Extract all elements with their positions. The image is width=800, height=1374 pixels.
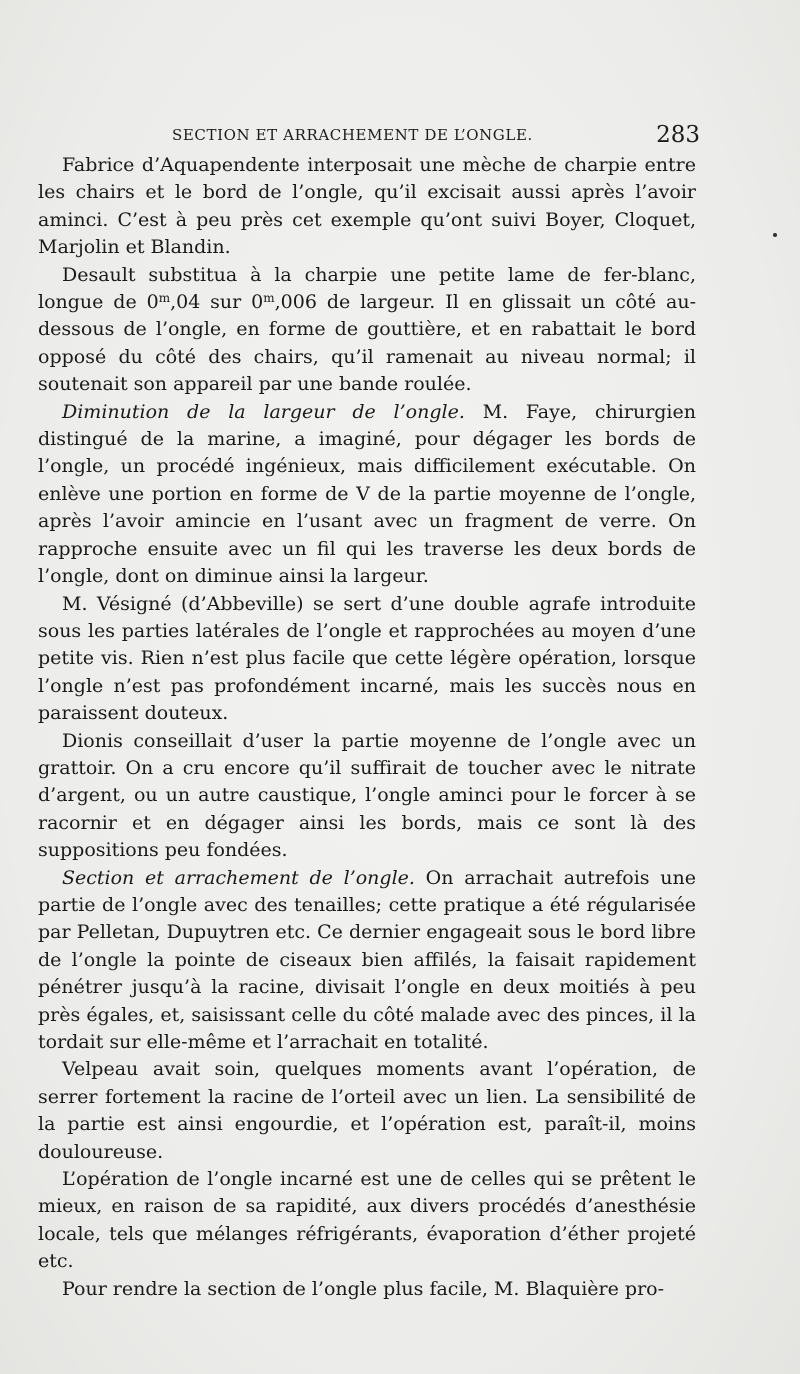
paragraph-8 [38,1166,696,1276]
paragraph-text: Velpeau avait soin, quelques moments avant l’opération, de serrer fortement la racine de l’orteil avec un lien. La sensibilité de la partie est ainsi engourdie, et l’opération est, paraît-il, moins douloureuse. [38,1058,696,1163]
paragraph-text: L’opération de l’ongle incarné est une de celles qui se prêtent le mieux, en raison de sa rapidité, aux divers procédés d’anesthésie locale, tels que mélanges réfrigérants, évaporation d’éther projeté etc. [38,1168,696,1273]
paragraph-9 [38,1276,696,1303]
paragraph-text: Dionis conseillait d’user la partie moyenne de l’ongle avec un grattoir. On a cru encore qu’il suffirait de toucher avec le nitrate d’argent, ou un autre caustique, l’ongle aminci pour le forcer à se racornir et en dégager ainsi les bords, mais ce sont là des suppositions peu fondées. [38,729,696,862]
paragraph-text: M. Vésigné (d’Abbeville) se sert d’une double agrafe introduite sous les parties latérales de l’ongle et rapprochées au moyen d’une petite vis. Rien n’est plus facile que cette légère opération, lorsque l’ongle n’est pas profondément incarné, mais les succès nous en paraissent douteux. [38,592,696,725]
paragraph-text-middle: ,04 sur 0 [170,291,264,314]
ink-speck [773,233,777,237]
paragraph-2 [38,262,696,399]
paragraph-text: Pour rendre la section de l’ongle plus facile, M. Blaquière pro- [62,1277,665,1300]
paragraph-7 [38,1056,696,1166]
paragraph-text-before: Desault substitua à la charpie une petite lame de fer-blanc, longue de 0 [38,263,696,314]
paragraph-text-after: ,006 de largeur. Il en glissait un côté au-dessous de l’ongle, en forme de gouttière, et en rabattait le bord opposé du côté des chairs, qu’il ramenait au niveau normal; il soutenait son appareil par une bande roulée. [38,291,696,396]
paragraph-text: M. Faye, chirurgien distingué de la marine, a imaginé, pour dégager les bords de l’ongle, un procédé ingénieux, mais difficilement exécutable. On enlève une portion en forme de V de la partie moyenne de l’ongle, après l’avoir amincie en l’usant avec un fragment de verre. On rapproche ensuite avec un fil qui les traverse les deux bords de l’ongle, dont on diminue ainsi la largeur. [38,400,696,588]
running-title: SECTION ET ARRACHEMENT DE L’ONGLE. [172,126,533,144]
paragraph-4 [38,591,696,728]
section-heading-arrachement: Section et arrachement de l’ongle. [62,866,415,889]
paragraph-text: On arrachait autrefois une partie de l’ongle avec des tenailles; cette pratique a été régularisée par Pelletan, Dupuytren etc. Ce dernier engageait sous le bord libre de l’ongle la pointe de ciseaux bien affilés, la faisait rapidement pénétrer jusqu’à la racine, divisait l’ongle en deux moitiés à peu près égales, et, saisissant celle du côté malade avec des pinces, il la tordait sur elle-même et l’arrachait en totalité. [38,866,696,1053]
page-number: 283 [656,122,700,148]
section-heading-diminution: Diminution de la largeur de l’ongle. [62,400,465,423]
paragraph-text: Fabrice d’Aquapendente interposait une mèche de charpie entre les chairs et le bord de l’ongle, qu’il excisait aussi après l’avoir aminci. C’est à peu près cet exemple qu’ont suivi Boyer, Cloquet, Marjolin et Blandin. [38,154,696,259]
unit-superscript-2: m [263,291,275,306]
unit-superscript-1: m [158,291,171,306]
paragraph-1 [38,152,696,262]
paragraph-3 [38,399,696,591]
paragraph-5 [38,728,696,865]
body-text [38,152,696,1303]
paragraph-6 [38,865,696,1057]
running-head [172,122,712,152]
